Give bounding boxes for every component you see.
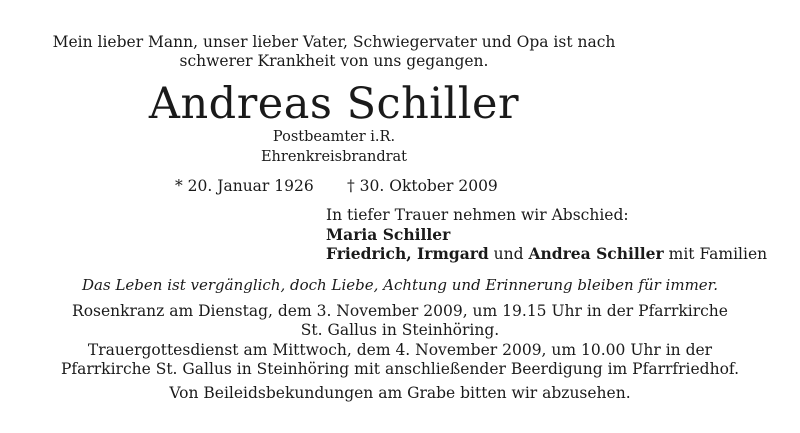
mourner-names-b: Andrea Schiller [528,244,664,263]
mourner-connector: und [488,245,529,263]
deceased-title-1: Postbeamter i.R. [272,129,396,145]
mourner-suffix: mit Familien [663,245,768,263]
mourners-intro: In tiefer Trauer nehmen wir Abschied: [326,206,629,224]
service-line-1: Trauergottesdienst am Mittwoch, dem 4. November 2009, um 10.00 Uhr in der [87,341,713,359]
birth-date: * 20. Januar 1926 [175,177,314,195]
quote: Das Leben ist vergänglich, doch Liebe, Achtung und Erinnerung bleiben für immer. [82,276,718,294]
death-date: † 30. Oktober 2009 [347,177,498,195]
intro-line-1: Mein lieber Mann, unser lieber Vater, Schwiegervater und Opa ist nach [52,33,616,51]
rosary-line-1: Rosenkranz am Dienstag, dem 3. November 2009, um 19.15 Uhr in der Pfarrkirche [72,302,728,320]
deceased-title-2: Ehrenkreisbrandrat [260,149,408,165]
intro-line-2: schwerer Krankheit von uns gegangen. [179,52,489,70]
rosary-line-2: St. Gallus in Steinhöring. [300,321,500,339]
deceased-name: Andreas Schiller [148,79,520,129]
condolences-note: Von Beileidsbekundungen am Grabe bitten wir abzusehen. [169,384,631,402]
service-line-2: Pfarrkirche St. Gallus in Steinhöring mit anschließender Beerdigung im Pfarrfriedhof. [60,360,740,378]
mourner-line-2 [326,244,767,264]
mourner-line-1: Maria Schiller [326,225,451,244]
mourner-names-a: Friedrich, Irmgard [326,244,489,263]
